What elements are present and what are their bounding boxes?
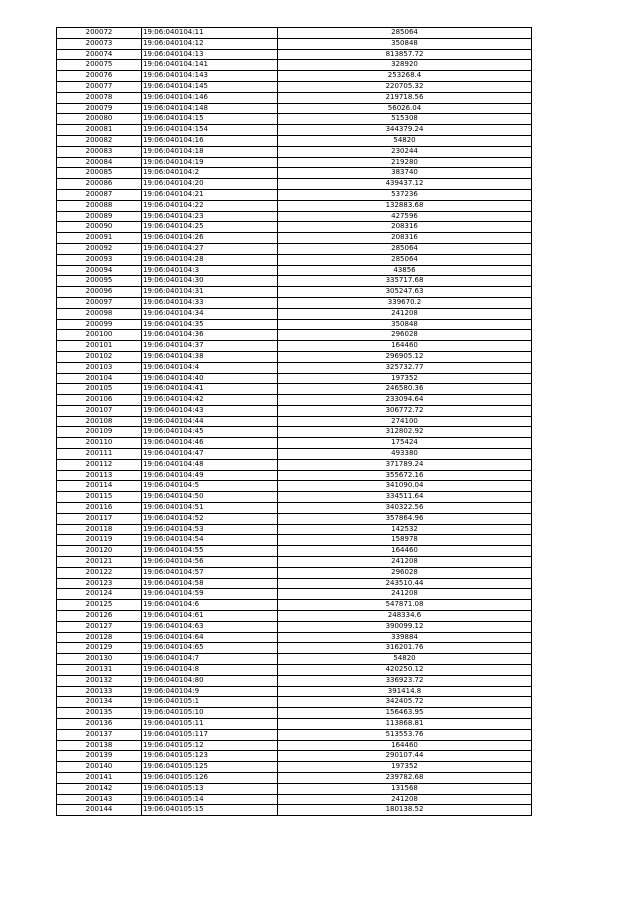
value-cell: 357864.96 bbox=[278, 513, 532, 524]
value-cell: 316201.76 bbox=[278, 643, 532, 654]
value-cell: 156463.95 bbox=[278, 708, 532, 719]
value-cell: 43856 bbox=[278, 265, 532, 276]
table-row bbox=[57, 632, 532, 643]
row-id-cell: 200117 bbox=[57, 513, 142, 524]
row-id-cell: 200127 bbox=[57, 621, 142, 632]
table-row bbox=[57, 146, 532, 157]
table-row bbox=[57, 427, 532, 438]
table-row bbox=[57, 557, 532, 568]
value-cell: 296028 bbox=[278, 330, 532, 341]
row-id-cell: 200081 bbox=[57, 125, 142, 136]
table-row bbox=[57, 189, 532, 200]
table-row bbox=[57, 772, 532, 783]
value-cell: 142532 bbox=[278, 524, 532, 535]
table-row bbox=[57, 81, 532, 92]
value-cell: 350848 bbox=[278, 38, 532, 49]
cadastral-number-cell: 19:06:040104:42 bbox=[142, 395, 278, 406]
cadastral-number-cell: 19:06:040104:11 bbox=[142, 28, 278, 39]
row-id-cell: 200093 bbox=[57, 254, 142, 265]
cadastral-number-cell: 19:06:040105:14 bbox=[142, 794, 278, 805]
row-id-cell: 200076 bbox=[57, 71, 142, 82]
cadastral-number-cell: 19:06:040104:18 bbox=[142, 146, 278, 157]
row-id-cell: 200098 bbox=[57, 308, 142, 319]
cadastral-number-cell: 19:06:040104:30 bbox=[142, 276, 278, 287]
value-cell: 243510.44 bbox=[278, 578, 532, 589]
table-row bbox=[57, 438, 532, 449]
cadastral-number-cell: 19:06:040104:58 bbox=[142, 578, 278, 589]
value-cell: 230244 bbox=[278, 146, 532, 157]
table-row bbox=[57, 675, 532, 686]
cadastral-number-cell: 19:06:040104:43 bbox=[142, 405, 278, 416]
table-row bbox=[57, 600, 532, 611]
row-id-cell: 200139 bbox=[57, 751, 142, 762]
value-cell: 547871.08 bbox=[278, 600, 532, 611]
table-row bbox=[57, 168, 532, 179]
data-table bbox=[56, 27, 532, 816]
cadastral-number-cell: 19:06:040105:1 bbox=[142, 697, 278, 708]
row-id-cell: 200125 bbox=[57, 600, 142, 611]
cadastral-number-cell: 19:06:040104:23 bbox=[142, 211, 278, 222]
row-id-cell: 200135 bbox=[57, 708, 142, 719]
row-id-cell: 200096 bbox=[57, 287, 142, 298]
row-id-cell: 200140 bbox=[57, 762, 142, 773]
row-id-cell: 200075 bbox=[57, 60, 142, 71]
row-id-cell: 200124 bbox=[57, 589, 142, 600]
value-cell: 164460 bbox=[278, 546, 532, 557]
value-cell: 241208 bbox=[278, 557, 532, 568]
table-row bbox=[57, 287, 532, 298]
value-cell: 285064 bbox=[278, 254, 532, 265]
table-row bbox=[57, 211, 532, 222]
table-row bbox=[57, 470, 532, 481]
value-cell: 344379.24 bbox=[278, 125, 532, 136]
table-row bbox=[57, 492, 532, 503]
row-id-cell: 200094 bbox=[57, 265, 142, 276]
table-row bbox=[57, 200, 532, 211]
value-cell: 56026.04 bbox=[278, 103, 532, 114]
row-id-cell: 200138 bbox=[57, 740, 142, 751]
cadastral-number-cell: 19:06:040104:33 bbox=[142, 297, 278, 308]
value-cell: 197352 bbox=[278, 373, 532, 384]
cadastral-number-cell: 19:06:040105:10 bbox=[142, 708, 278, 719]
row-id-cell: 200078 bbox=[57, 92, 142, 103]
value-cell: 350848 bbox=[278, 319, 532, 330]
row-id-cell: 200085 bbox=[57, 168, 142, 179]
table-row bbox=[57, 524, 532, 535]
cadastral-number-cell: 19:06:040104:143 bbox=[142, 71, 278, 82]
table-row bbox=[57, 643, 532, 654]
value-cell: 131568 bbox=[278, 783, 532, 794]
cadastral-number-cell: 19:06:040105:13 bbox=[142, 783, 278, 794]
row-id-cell: 200082 bbox=[57, 135, 142, 146]
table-row bbox=[57, 319, 532, 330]
cadastral-number-cell: 19:06:040104:16 bbox=[142, 135, 278, 146]
row-id-cell: 200122 bbox=[57, 567, 142, 578]
row-id-cell: 200108 bbox=[57, 416, 142, 427]
row-id-cell: 200111 bbox=[57, 449, 142, 460]
value-cell: 383740 bbox=[278, 168, 532, 179]
value-cell: 339884 bbox=[278, 632, 532, 643]
cadastral-number-cell: 19:06:040104:63 bbox=[142, 621, 278, 632]
cadastral-number-cell: 19:06:040104:6 bbox=[142, 600, 278, 611]
cadastral-number-cell: 19:06:040104:51 bbox=[142, 503, 278, 514]
row-id-cell: 200130 bbox=[57, 654, 142, 665]
row-id-cell: 200105 bbox=[57, 384, 142, 395]
cadastral-number-cell: 19:06:040104:145 bbox=[142, 81, 278, 92]
table-row bbox=[57, 751, 532, 762]
value-cell: 290107.44 bbox=[278, 751, 532, 762]
value-cell: 328920 bbox=[278, 60, 532, 71]
table-row bbox=[57, 578, 532, 589]
value-cell: 335717.68 bbox=[278, 276, 532, 287]
cadastral-number-cell: 19:06:040104:47 bbox=[142, 449, 278, 460]
value-cell: 371789.24 bbox=[278, 459, 532, 470]
value-cell: 513553.76 bbox=[278, 729, 532, 740]
value-cell: 493380 bbox=[278, 449, 532, 460]
cadastral-number-cell: 19:06:040104:9 bbox=[142, 686, 278, 697]
table-row bbox=[57, 654, 532, 665]
row-id-cell: 200143 bbox=[57, 794, 142, 805]
row-id-cell: 200091 bbox=[57, 233, 142, 244]
row-id-cell: 200079 bbox=[57, 103, 142, 114]
cadastral-number-cell: 19:06:040104:26 bbox=[142, 233, 278, 244]
value-cell: 325732.77 bbox=[278, 362, 532, 373]
row-id-cell: 200084 bbox=[57, 157, 142, 168]
table-row bbox=[57, 794, 532, 805]
table-row bbox=[57, 243, 532, 254]
row-id-cell: 200074 bbox=[57, 49, 142, 60]
table-row bbox=[57, 535, 532, 546]
row-id-cell: 200072 bbox=[57, 28, 142, 39]
table-row bbox=[57, 222, 532, 233]
row-id-cell: 200088 bbox=[57, 200, 142, 211]
row-id-cell: 200136 bbox=[57, 719, 142, 730]
table-row bbox=[57, 125, 532, 136]
cadastral-number-cell: 19:06:040104:80 bbox=[142, 675, 278, 686]
value-cell: 312802.92 bbox=[278, 427, 532, 438]
value-cell: 341090.04 bbox=[278, 481, 532, 492]
cadastral-number-cell: 19:06:040104:15 bbox=[142, 114, 278, 125]
cadastral-number-cell: 19:06:040105:123 bbox=[142, 751, 278, 762]
row-id-cell: 200144 bbox=[57, 805, 142, 816]
cadastral-number-cell: 19:06:040104:154 bbox=[142, 125, 278, 136]
row-id-cell: 200115 bbox=[57, 492, 142, 503]
cadastral-number-cell: 19:06:040105:126 bbox=[142, 772, 278, 783]
cadastral-number-cell: 19:06:040105:125 bbox=[142, 762, 278, 773]
cadastral-number-cell: 19:06:040104:146 bbox=[142, 92, 278, 103]
row-id-cell: 200109 bbox=[57, 427, 142, 438]
row-id-cell: 200129 bbox=[57, 643, 142, 654]
table-row bbox=[57, 28, 532, 39]
table-row bbox=[57, 719, 532, 730]
value-cell: 164460 bbox=[278, 341, 532, 352]
row-id-cell: 200101 bbox=[57, 341, 142, 352]
value-cell: 515308 bbox=[278, 114, 532, 125]
table-row bbox=[57, 135, 532, 146]
cadastral-number-cell: 19:06:040104:59 bbox=[142, 589, 278, 600]
table-row bbox=[57, 49, 532, 60]
table-row bbox=[57, 611, 532, 622]
row-id-cell: 200131 bbox=[57, 665, 142, 676]
cadastral-number-cell: 19:06:040104:54 bbox=[142, 535, 278, 546]
table-row bbox=[57, 665, 532, 676]
cadastral-number-cell: 19:06:040104:21 bbox=[142, 189, 278, 200]
table-row bbox=[57, 60, 532, 71]
value-cell: 391414.8 bbox=[278, 686, 532, 697]
row-id-cell: 200106 bbox=[57, 395, 142, 406]
table-row bbox=[57, 567, 532, 578]
row-id-cell: 200112 bbox=[57, 459, 142, 470]
cadastral-number-cell: 19:06:040104:2 bbox=[142, 168, 278, 179]
row-id-cell: 200097 bbox=[57, 297, 142, 308]
value-cell: 439437.12 bbox=[278, 179, 532, 190]
table-row bbox=[57, 114, 532, 125]
row-id-cell: 200099 bbox=[57, 319, 142, 330]
cadastral-number-cell: 19:06:040104:50 bbox=[142, 492, 278, 503]
table-row bbox=[57, 729, 532, 740]
table-row bbox=[57, 265, 532, 276]
value-cell: 158978 bbox=[278, 535, 532, 546]
table-row bbox=[57, 405, 532, 416]
row-id-cell: 200134 bbox=[57, 697, 142, 708]
value-cell: 285064 bbox=[278, 28, 532, 39]
cadastral-number-cell: 19:06:040104:57 bbox=[142, 567, 278, 578]
table-row bbox=[57, 157, 532, 168]
cadastral-number-cell: 19:06:040104:41 bbox=[142, 384, 278, 395]
row-id-cell: 200133 bbox=[57, 686, 142, 697]
table-row bbox=[57, 384, 532, 395]
value-cell: 420250.12 bbox=[278, 665, 532, 676]
row-id-cell: 200137 bbox=[57, 729, 142, 740]
cadastral-number-cell: 19:06:040104:12 bbox=[142, 38, 278, 49]
table-row bbox=[57, 92, 532, 103]
table-row bbox=[57, 589, 532, 600]
value-cell: 306772.72 bbox=[278, 405, 532, 416]
cadastral-number-cell: 19:06:040104:64 bbox=[142, 632, 278, 643]
table-row bbox=[57, 459, 532, 470]
table-row bbox=[57, 686, 532, 697]
cadastral-number-cell: 19:06:040104:13 bbox=[142, 49, 278, 60]
row-id-cell: 200090 bbox=[57, 222, 142, 233]
cadastral-number-cell: 19:06:040104:25 bbox=[142, 222, 278, 233]
value-cell: 180138.52 bbox=[278, 805, 532, 816]
value-cell: 175424 bbox=[278, 438, 532, 449]
row-id-cell: 200116 bbox=[57, 503, 142, 514]
table-row bbox=[57, 179, 532, 190]
value-cell: 339670.2 bbox=[278, 297, 532, 308]
cadastral-number-cell: 19:06:040104:55 bbox=[142, 546, 278, 557]
value-cell: 342405.72 bbox=[278, 697, 532, 708]
value-cell: 241208 bbox=[278, 589, 532, 600]
cadastral-number-cell: 19:06:040104:36 bbox=[142, 330, 278, 341]
table-row bbox=[57, 103, 532, 114]
value-cell: 336923.72 bbox=[278, 675, 532, 686]
value-cell: 219280 bbox=[278, 157, 532, 168]
value-cell: 248334.6 bbox=[278, 611, 532, 622]
value-cell: 132883.68 bbox=[278, 200, 532, 211]
value-cell: 208316 bbox=[278, 233, 532, 244]
cadastral-number-cell: 19:06:040104:53 bbox=[142, 524, 278, 535]
row-id-cell: 200120 bbox=[57, 546, 142, 557]
cadastral-number-cell: 19:06:040104:19 bbox=[142, 157, 278, 168]
cadastral-number-cell: 19:06:040104:56 bbox=[142, 557, 278, 568]
value-cell: 274100 bbox=[278, 416, 532, 427]
cadastral-number-cell: 19:06:040105:117 bbox=[142, 729, 278, 740]
row-id-cell: 200089 bbox=[57, 211, 142, 222]
value-cell: 219718.56 bbox=[278, 92, 532, 103]
cadastral-number-cell: 19:06:040104:35 bbox=[142, 319, 278, 330]
cadastral-number-cell: 19:06:040104:7 bbox=[142, 654, 278, 665]
value-cell: 54820 bbox=[278, 135, 532, 146]
value-cell: 164460 bbox=[278, 740, 532, 751]
table-row bbox=[57, 783, 532, 794]
value-cell: 334511.64 bbox=[278, 492, 532, 503]
value-cell: 197352 bbox=[278, 762, 532, 773]
value-cell: 54820 bbox=[278, 654, 532, 665]
table-row bbox=[57, 449, 532, 460]
table-row bbox=[57, 546, 532, 557]
table-row bbox=[57, 762, 532, 773]
row-id-cell: 200118 bbox=[57, 524, 142, 535]
cadastral-number-cell: 19:06:040104:22 bbox=[142, 200, 278, 211]
cadastral-number-cell: 19:06:040104:3 bbox=[142, 265, 278, 276]
value-cell: 241208 bbox=[278, 308, 532, 319]
row-id-cell: 200121 bbox=[57, 557, 142, 568]
row-id-cell: 200100 bbox=[57, 330, 142, 341]
value-cell: 427596 bbox=[278, 211, 532, 222]
value-cell: 253268.4 bbox=[278, 71, 532, 82]
value-cell: 246580.36 bbox=[278, 384, 532, 395]
cadastral-number-cell: 19:06:040104:5 bbox=[142, 481, 278, 492]
table-row bbox=[57, 805, 532, 816]
value-cell: 355672.16 bbox=[278, 470, 532, 481]
table-row bbox=[57, 341, 532, 352]
value-cell: 296905.12 bbox=[278, 351, 532, 362]
table-row bbox=[57, 233, 532, 244]
row-id-cell: 200119 bbox=[57, 535, 142, 546]
row-id-cell: 200141 bbox=[57, 772, 142, 783]
table-row bbox=[57, 38, 532, 49]
cadastral-number-cell: 19:06:040104:45 bbox=[142, 427, 278, 438]
cadastral-number-cell: 19:06:040104:49 bbox=[142, 470, 278, 481]
value-cell: 220705.32 bbox=[278, 81, 532, 92]
cadastral-number-cell: 19:06:040104:34 bbox=[142, 308, 278, 319]
cadastral-number-cell: 19:06:040104:52 bbox=[142, 513, 278, 524]
value-cell: 233094.64 bbox=[278, 395, 532, 406]
cadastral-number-cell: 19:06:040104:46 bbox=[142, 438, 278, 449]
cadastral-number-cell: 19:06:040105:15 bbox=[142, 805, 278, 816]
table-row bbox=[57, 71, 532, 82]
cadastral-number-cell: 19:06:040104:48 bbox=[142, 459, 278, 470]
cadastral-number-cell: 19:06:040105:12 bbox=[142, 740, 278, 751]
row-id-cell: 200110 bbox=[57, 438, 142, 449]
value-cell: 305247.63 bbox=[278, 287, 532, 298]
row-id-cell: 200113 bbox=[57, 470, 142, 481]
cadastral-number-cell: 19:06:040104:20 bbox=[142, 179, 278, 190]
cadastral-number-cell: 19:06:040104:27 bbox=[142, 243, 278, 254]
cadastral-number-cell: 19:06:040104:38 bbox=[142, 351, 278, 362]
row-id-cell: 200092 bbox=[57, 243, 142, 254]
row-id-cell: 200080 bbox=[57, 114, 142, 125]
value-cell: 285064 bbox=[278, 243, 532, 254]
cadastral-number-cell: 19:06:040104:61 bbox=[142, 611, 278, 622]
table-row bbox=[57, 621, 532, 632]
cadastral-number-cell: 19:06:040104:40 bbox=[142, 373, 278, 384]
value-cell: 239782.68 bbox=[278, 772, 532, 783]
table-row bbox=[57, 481, 532, 492]
cadastral-number-cell: 19:06:040104:44 bbox=[142, 416, 278, 427]
table-row bbox=[57, 708, 532, 719]
cadastral-number-cell: 19:06:040104:28 bbox=[142, 254, 278, 265]
row-id-cell: 200095 bbox=[57, 276, 142, 287]
table-row bbox=[57, 308, 532, 319]
cadastral-number-cell: 19:06:040104:4 bbox=[142, 362, 278, 373]
row-id-cell: 200102 bbox=[57, 351, 142, 362]
cadastral-number-cell: 19:06:040104:31 bbox=[142, 287, 278, 298]
cadastral-number-cell: 19:06:040104:148 bbox=[142, 103, 278, 114]
table-row bbox=[57, 697, 532, 708]
cadastral-number-cell: 19:06:040104:141 bbox=[142, 60, 278, 71]
table-row bbox=[57, 276, 532, 287]
row-id-cell: 200114 bbox=[57, 481, 142, 492]
row-id-cell: 200107 bbox=[57, 405, 142, 416]
row-id-cell: 200103 bbox=[57, 362, 142, 373]
value-cell: 113868.81 bbox=[278, 719, 532, 730]
value-cell: 813857.72 bbox=[278, 49, 532, 60]
row-id-cell: 200142 bbox=[57, 783, 142, 794]
value-cell: 241208 bbox=[278, 794, 532, 805]
table-row bbox=[57, 297, 532, 308]
table-row bbox=[57, 395, 532, 406]
table-row bbox=[57, 740, 532, 751]
cadastral-number-cell: 19:06:040104:8 bbox=[142, 665, 278, 676]
cadastral-number-cell: 19:06:040104:65 bbox=[142, 643, 278, 654]
row-id-cell: 200083 bbox=[57, 146, 142, 157]
row-id-cell: 200126 bbox=[57, 611, 142, 622]
row-id-cell: 200073 bbox=[57, 38, 142, 49]
value-cell: 340322.56 bbox=[278, 503, 532, 514]
table-row bbox=[57, 503, 532, 514]
table-row bbox=[57, 373, 532, 384]
data-table-body bbox=[57, 28, 532, 816]
row-id-cell: 200087 bbox=[57, 189, 142, 200]
cadastral-number-cell: 19:06:040104:37 bbox=[142, 341, 278, 352]
row-id-cell: 200104 bbox=[57, 373, 142, 384]
row-id-cell: 200132 bbox=[57, 675, 142, 686]
row-id-cell: 200086 bbox=[57, 179, 142, 190]
cadastral-number-cell: 19:06:040105:11 bbox=[142, 719, 278, 730]
table-row bbox=[57, 362, 532, 373]
row-id-cell: 200077 bbox=[57, 81, 142, 92]
row-id-cell: 200128 bbox=[57, 632, 142, 643]
table-row bbox=[57, 254, 532, 265]
value-cell: 208316 bbox=[278, 222, 532, 233]
table-row bbox=[57, 513, 532, 524]
value-cell: 296028 bbox=[278, 567, 532, 578]
table-row bbox=[57, 330, 532, 341]
table-row bbox=[57, 351, 532, 362]
value-cell: 537236 bbox=[278, 189, 532, 200]
value-cell: 390099.12 bbox=[278, 621, 532, 632]
table-row bbox=[57, 416, 532, 427]
row-id-cell: 200123 bbox=[57, 578, 142, 589]
